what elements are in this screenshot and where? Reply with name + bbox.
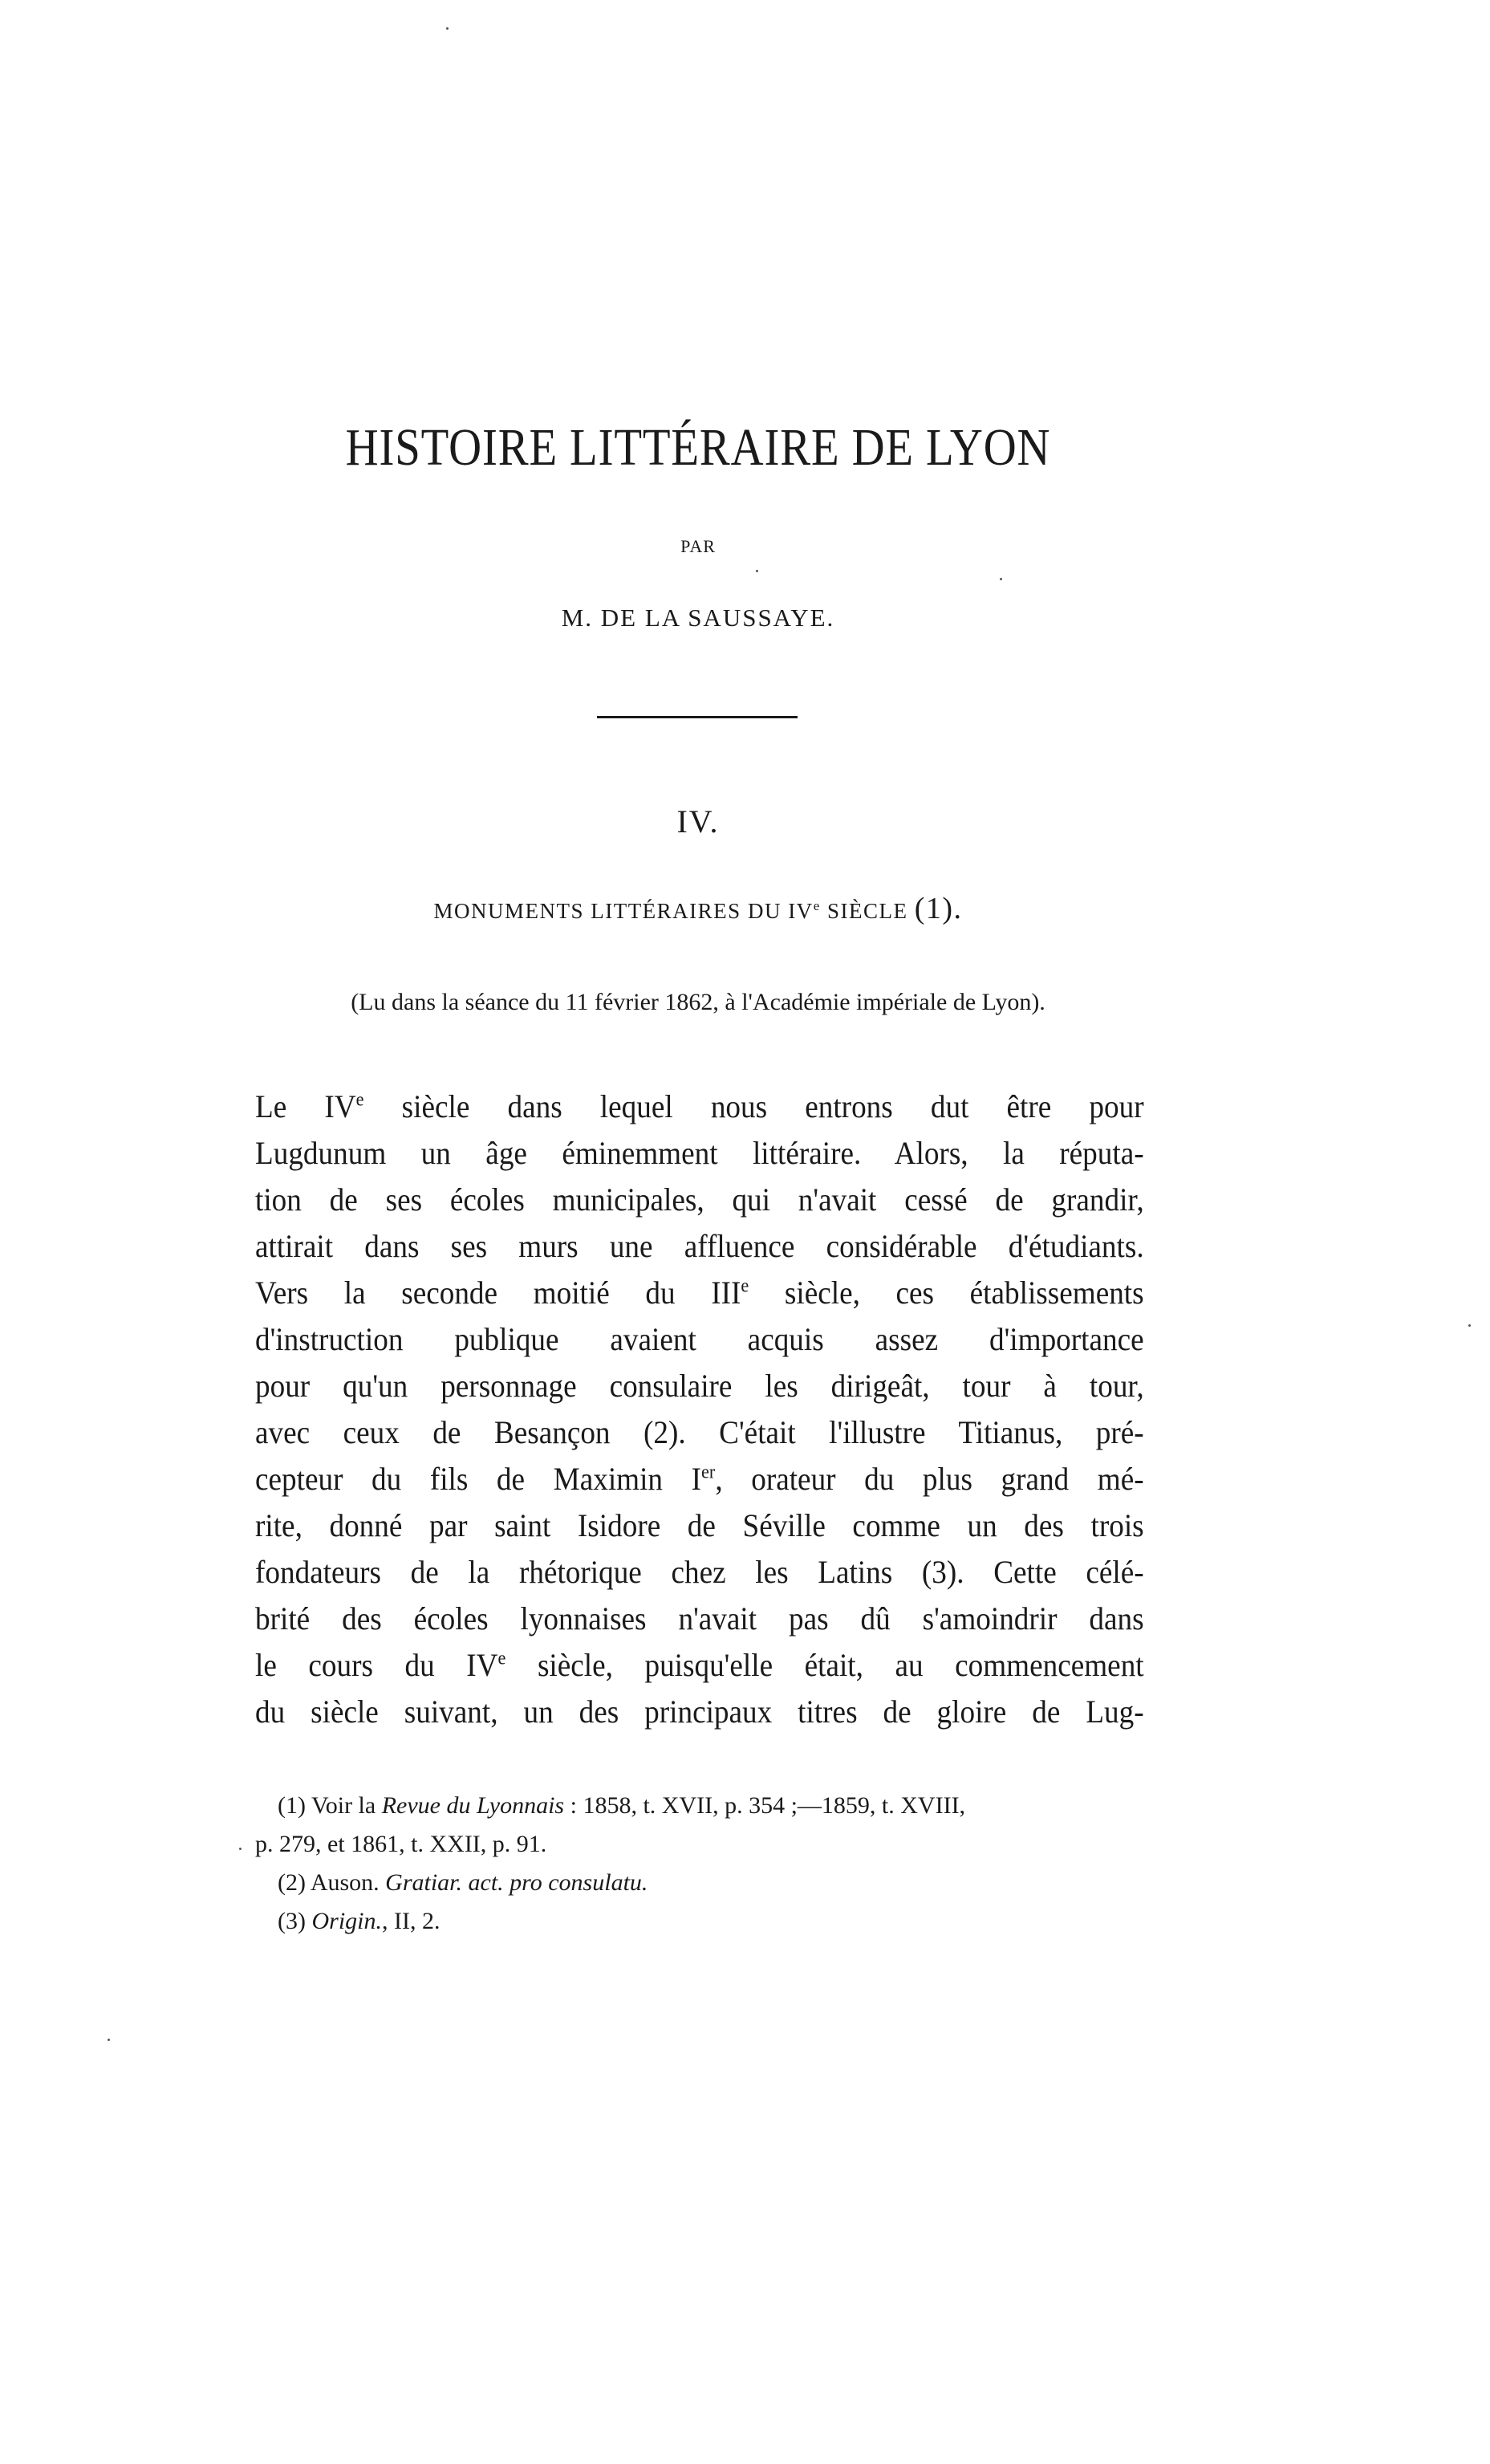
footnote-3 [255, 1902, 1146, 1941]
body-text-run: , orateur du plus grand mé- [715, 1461, 1144, 1497]
section-number: IV. [676, 803, 720, 840]
footnote-italic: Origin. [311, 1908, 382, 1934]
body-text-run: Vers la seconde moitié du III [255, 1275, 741, 1311]
body-text-run: siècle, ces établissements [749, 1275, 1144, 1311]
superscript: e [497, 1648, 506, 1669]
body-text-run: le cours du IV [255, 1647, 498, 1683]
body-line [255, 1084, 1144, 1130]
footnote-1-continuation: p. 279, et 1861, t. XXII, p. 91. [255, 1831, 547, 1857]
footnote-text: (3) [278, 1908, 312, 1934]
footnote-text: (1) Voir la [278, 1792, 382, 1819]
author-name: M. DE LA SAUSSAYE. [561, 604, 835, 632]
body-line: tion de ses écoles municipales, qui n'avait cessé de grandir, [255, 1181, 1144, 1218]
body-paragraph [255, 1084, 1144, 1735]
paper-speck [446, 27, 449, 30]
body-text-run: cepteur du fils de Maximin I [255, 1461, 701, 1497]
section-title-text: MONUMENTS LITTÉRAIRES DU IV [433, 899, 814, 923]
body-line: brité des écoles lyonnaises n'avait pas dû s'amoindrir dans [255, 1600, 1144, 1637]
footnote-text: , II, 2. [382, 1908, 441, 1934]
body-text-run: siècle dans lequel nous entrons dut être pour [363, 1088, 1144, 1124]
page-title: HISTOIRE LITTÉRAIRE DE LYON [345, 418, 1051, 477]
body-line [255, 1642, 1144, 1689]
body-line: pour qu'un personnage consulaire les dirigeât, tour à tour, [255, 1368, 1144, 1404]
body-line [255, 1270, 1144, 1316]
body-text-run: siècle, puisqu'elle était, au commencement [505, 1647, 1144, 1683]
paper-speck [108, 2039, 110, 2041]
superscript: er [700, 1462, 716, 1483]
footnote-italic: Revue du Lyonnais [381, 1792, 565, 1819]
footnote-italic: Gratiar. act. pro consulatu. [385, 1869, 648, 1896]
body-line [255, 1456, 1144, 1502]
reading-note: (Lu dans la séance du 11 février 1862, à l'Académie impériale de Lyon). [351, 989, 1045, 1015]
body-line: d'instruction publique avaient acquis assez d'importance [255, 1321, 1144, 1357]
footnote-text: : 1858, t. XVII, p. 354 ;—1859, t. XVIII, [564, 1792, 966, 1819]
section-title-sup: e [813, 898, 821, 913]
paper-speck [1000, 578, 1002, 580]
paper-speck [239, 1848, 242, 1850]
body-line: attirait dans ses murs une affluence considérable d'étudiants. [255, 1228, 1144, 1264]
body-line: du siècle suivant, un des principaux titres de gloire de Lug- [255, 1693, 1144, 1730]
body-line: fondateurs de la rhétorique chez les Latins (3). Cette célé- [255, 1554, 1144, 1590]
body-text-run: Le IV [255, 1088, 356, 1124]
superscript: e [741, 1275, 749, 1297]
footnote-2 [255, 1864, 1146, 1902]
superscript: e [355, 1089, 364, 1111]
footnote-1 [255, 1787, 1146, 1825]
section-title [0, 891, 1396, 926]
footnote-text: (2) Auson. [278, 1869, 386, 1896]
body-line: rite, donné par saint Isidore de Séville comme un des trois [255, 1507, 1144, 1543]
title-divider [597, 716, 798, 718]
section-title-siecle: SIÈCLE [820, 899, 915, 923]
byline-par: PAR [680, 536, 716, 556]
paper-speck [756, 570, 758, 572]
section-title-note-ref: (1). [914, 892, 963, 925]
body-line: Lugdunum un âge éminemment littéraire. Alors, la réputa- [255, 1135, 1144, 1171]
paper-speck [1468, 1324, 1471, 1327]
body-line: avec ceux de Besançon (2). C'était l'illustre Titianus, pré- [255, 1414, 1144, 1450]
footnotes [255, 1787, 1146, 1941]
